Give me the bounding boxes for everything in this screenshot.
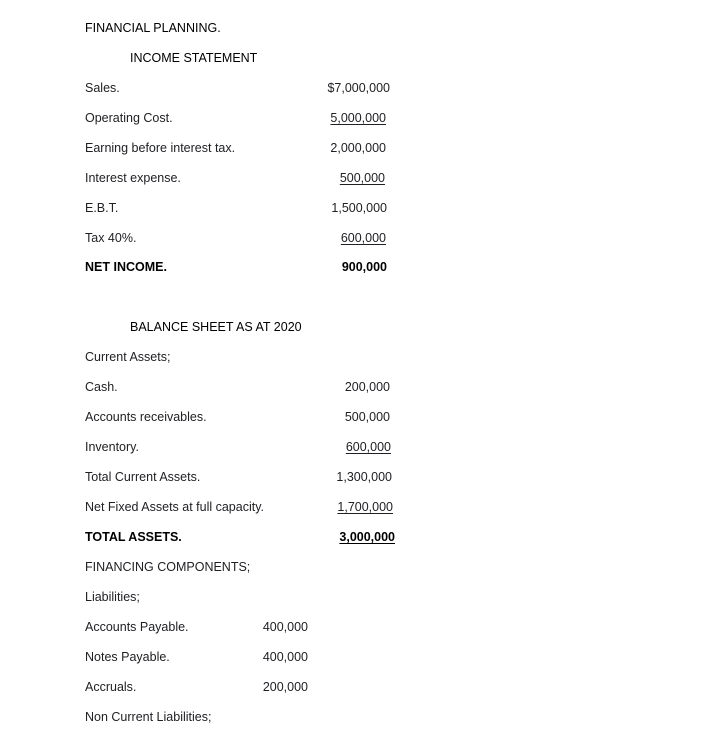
ebt-label: E.B.T. (85, 201, 119, 215)
current-assets-label: Current Assets; (85, 350, 171, 364)
notes-payable-label: Notes Payable. (85, 650, 170, 664)
total-current-assets-label: Total Current Assets. (85, 470, 201, 484)
total-assets-value: 3,000,000 (339, 530, 395, 544)
accounts-receivables-label: Accounts receivables. (85, 410, 207, 424)
tax-label: Tax 40%. (85, 231, 137, 245)
net-income-value: 900,000 (341, 260, 387, 274)
financing-components-label: FINANCING COMPONENTS; (85, 560, 251, 574)
tax-value: 600,000 (340, 231, 386, 245)
accounts-payable-value: 400,000 (262, 620, 308, 634)
interest-expense-label: Interest expense. (85, 171, 181, 185)
operating-cost-value: 5,000,000 (330, 111, 386, 125)
operating-cost-label: Operating Cost. (85, 111, 173, 125)
balance-sheet-heading: BALANCE SHEET AS AT 2020 (130, 320, 302, 334)
sales-label: Sales. (85, 81, 120, 95)
document-title: FINANCIAL PLANNING. (85, 21, 221, 35)
total-assets-label: TOTAL ASSETS. (85, 530, 182, 544)
non-current-liabilities-label: Non Current Liabilities; (85, 710, 212, 724)
accounts-payable-label: Accounts Payable. (85, 620, 189, 634)
interest-expense-value: 500,000 (339, 171, 385, 185)
income-statement-heading: INCOME STATEMENT (130, 51, 258, 65)
inventory-value: 600,000 (345, 440, 391, 454)
cash-label: Cash. (85, 380, 118, 394)
ebit-label: Earning before interest tax. (85, 141, 236, 155)
total-current-assets-value: 1,300,000 (336, 470, 392, 484)
net-fixed-assets-value: 1,700,000 (337, 500, 393, 514)
liabilities-label: Liabilities; (85, 590, 140, 604)
net-fixed-assets-label: Net Fixed Assets at full capacity. (85, 500, 265, 514)
notes-payable-value: 400,000 (262, 650, 308, 664)
accruals-label: Accruals. (85, 680, 137, 694)
net-income-label: NET INCOME. (85, 260, 167, 274)
ebt-value: 1,500,000 (331, 201, 387, 215)
ebit-value: 2,000,000 (330, 141, 386, 155)
accruals-value: 200,000 (262, 680, 308, 694)
inventory-label: Inventory. (85, 440, 139, 454)
sales-value: $7,000,000 (327, 81, 390, 95)
cash-value: 200,000 (344, 380, 390, 394)
accounts-receivables-value: 500,000 (344, 410, 390, 424)
